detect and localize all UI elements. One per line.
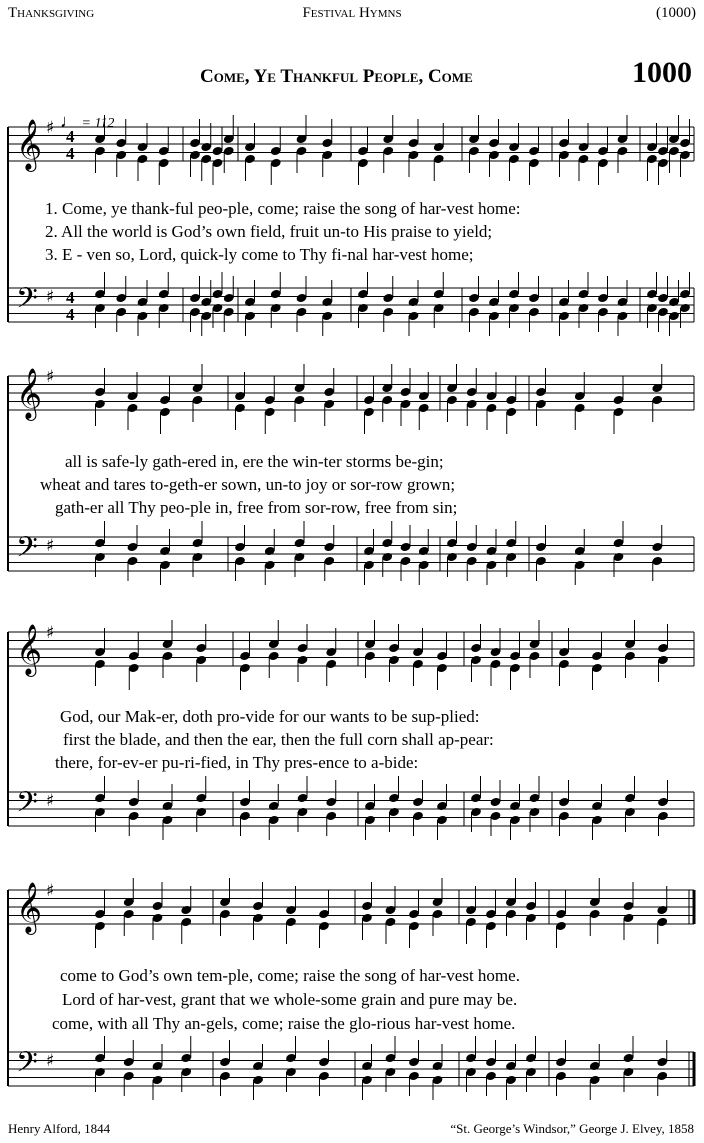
time-signature: 4 [66, 305, 75, 324]
hymn-title: Come, Ye Thankful People, Come [200, 66, 473, 87]
sharp-icon: ♯ [46, 536, 55, 556]
treble-clef-icon: 𝄞 [16, 368, 43, 419]
lyric-line-s3-v1: God, our Mak-er, doth pro-vide for our wants to be sup-plied: [60, 707, 480, 726]
sharp-icon: ♯ [46, 287, 55, 307]
lyric-line-s4-v3: come, with all Thy an-gels, come; raise the glo-rious har-vest home. [52, 1014, 516, 1033]
treble-clef-icon: 𝄞 [16, 624, 43, 675]
sharp-icon: ♯ [46, 623, 55, 643]
lyric-line-s4-v1: come to God’s own tem-ple, come; raise the song of har-vest home. [60, 966, 520, 985]
bass-clef-icon: 𝄢 [16, 531, 38, 571]
sharp-icon: ♯ [46, 791, 55, 811]
text-author: Henry Alford, 1844 [8, 1121, 111, 1136]
lyric-line-s2-v2: wheat and tares to-geth-er sown, un-to joy or sor-row grown; [40, 475, 456, 494]
bass-clef-icon: 𝄢 [16, 1046, 38, 1086]
time-signature: 4 [66, 288, 75, 307]
treble-clef-icon: 𝄞 [16, 882, 43, 933]
bass-clef-icon: 𝄢 [16, 282, 38, 322]
hymn-number: 1000 [632, 56, 692, 89]
sharp-icon: ♯ [46, 118, 55, 138]
sharp-icon: ♯ [46, 1051, 55, 1071]
bass-clef-icon: 𝄢 [16, 786, 38, 826]
page-number: (1000) [656, 5, 696, 21]
lyric-line-s1-v3: 3. E - ven so, Lord, quick-ly come to Thy fi-nal har-vest home; [45, 245, 474, 264]
lyric-line-s2-v1: all is safe-ly gath-ered in, ere the win-ter storms be-gin; [65, 452, 444, 471]
sharp-icon: ♯ [46, 881, 55, 901]
lyric-line-s4-v2: Lord of har-vest, grant that we whole-some grain and pure may be. [62, 990, 518, 1009]
treble-clef-icon: 𝄞 [16, 119, 43, 170]
time-signature: 4 [66, 144, 75, 163]
quarter-note-icon: ♩ [60, 111, 78, 131]
lyric-line-s1-v1: 1. Come, ye thank-ful peo-ple, come; raise the song of har-vest home: [45, 199, 521, 218]
book-section: Festival Hymns [302, 5, 402, 21]
sharp-icon: ♯ [46, 367, 55, 387]
tempo-value: = 112 [81, 116, 115, 131]
lyric-line-s3-v3: there, for-ev-er pu-ri-fied, in Thy pres-ence to a-bide: [55, 753, 419, 772]
lyric-line-s3-v2: first the blade, and then the ear, then the full corn shall ap-pear: [63, 730, 494, 749]
section-label: Thanksgiving [8, 5, 95, 21]
time-signature: 4 [66, 127, 75, 146]
lyric-line-s2-v3: gath-er all Thy peo-ple in, free from sor-row, free from sin; [55, 498, 458, 517]
lyric-line-s1-v2: 2. All the world is God’s own field, fruit un-to His praise to yield; [45, 222, 493, 241]
tune-attribution: “St. George’s Windsor,” George J. Elvey, 1858 [450, 1121, 694, 1136]
